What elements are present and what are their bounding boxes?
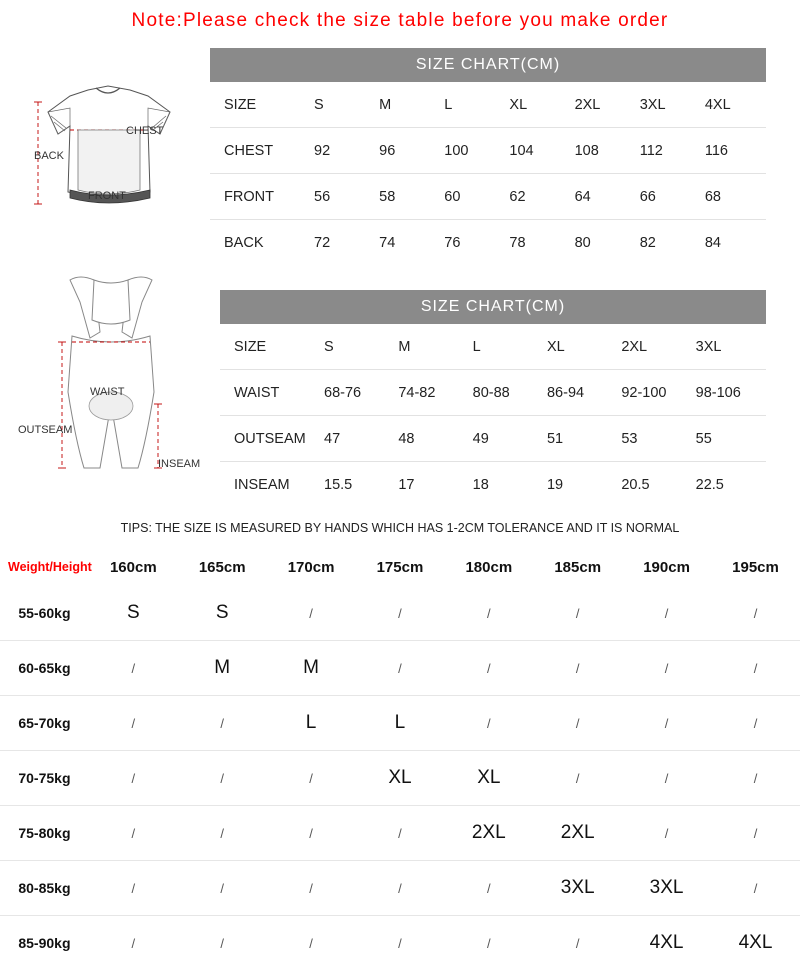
table-cell: 22.5	[695, 476, 724, 493]
table-row	[0, 806, 800, 861]
column-header: XL	[546, 338, 565, 355]
matrix-cell: S	[215, 602, 229, 623]
row-label: INSEAM	[234, 476, 290, 493]
table-cell: 72	[314, 234, 331, 251]
table-cell: 116	[704, 142, 728, 159]
column-header: 2XL	[574, 96, 601, 113]
matrix-cell: /	[131, 770, 136, 786]
table-cell: 60	[444, 188, 461, 205]
weight-height-table	[0, 548, 800, 970]
column-header: L	[472, 338, 481, 355]
row-label: OUTSEAM	[234, 430, 306, 447]
table-cell: 92-100	[621, 384, 667, 401]
table-cell: 108	[574, 142, 599, 159]
matrix-cell: /	[575, 715, 580, 731]
row-label: CHEST	[224, 142, 274, 159]
table-cell: 84	[704, 234, 721, 251]
matrix-cell: /	[309, 770, 313, 786]
jersey-label-chest: CHEST	[126, 125, 164, 137]
column-header: S	[314, 96, 324, 113]
column-header-height: 175cm	[376, 558, 424, 576]
table-row	[0, 751, 800, 806]
table-row	[210, 128, 766, 174]
column-header: S	[324, 338, 334, 355]
matrix-cell: 4XL	[649, 932, 684, 953]
column-header-height: 185cm	[554, 558, 602, 576]
matrix-cell: XL	[477, 767, 501, 788]
table-cell: 58	[379, 188, 396, 205]
matrix-cell: /	[753, 715, 758, 731]
table-cell: 112	[639, 142, 663, 159]
table-row	[0, 916, 800, 971]
table-cell: 74-82	[398, 384, 436, 401]
jersey-label-front: FRONT	[88, 190, 126, 202]
column-header: 4XL	[704, 96, 731, 113]
matrix-cell: /	[398, 880, 402, 896]
table-cell: 104	[509, 142, 534, 159]
table-cell: 66	[639, 188, 656, 205]
table-header-row	[0, 548, 800, 586]
matrix-cell: /	[753, 770, 758, 786]
size-chart-jersey-title: SIZE CHART(CM)	[210, 48, 766, 82]
table-cell: 76	[444, 234, 461, 251]
matrix-cell: /	[487, 715, 491, 731]
row-label-weight: 65-70kg	[18, 715, 71, 731]
table-row	[220, 324, 766, 370]
table-row	[210, 174, 766, 220]
table-cell: 74	[379, 234, 396, 251]
row-label-weight: 85-90kg	[18, 935, 71, 951]
matrix-cell: 4XL	[738, 932, 773, 953]
column-header-height: 170cm	[287, 558, 335, 576]
table-row	[0, 641, 800, 696]
column-header-height: 195cm	[732, 558, 779, 576]
matrix-cell: /	[753, 660, 758, 676]
table-row	[0, 696, 800, 751]
table-cell: 51	[546, 430, 564, 447]
table-row	[210, 220, 766, 266]
table-cell: 98-106	[695, 384, 741, 401]
matrix-cell: /	[664, 770, 669, 786]
column-header: XL	[509, 96, 528, 113]
matrix-cell: 2XL	[471, 822, 506, 843]
table-cell: 53	[621, 430, 638, 447]
size-chart-jersey	[210, 48, 766, 265]
page-note: Note:Please check the size table before you make order	[131, 10, 669, 31]
size-chart-jersey-table	[210, 82, 766, 265]
matrix-cell: /	[220, 715, 224, 731]
matrix-cell: M	[303, 657, 319, 678]
matrix-cell: /	[575, 660, 580, 676]
table-cell: 56	[314, 188, 331, 205]
size-chart-bib	[220, 290, 766, 507]
cycling-jersey-diagram	[8, 72, 208, 247]
matrix-cell: /	[220, 770, 224, 786]
column-header: 3XL	[639, 96, 666, 113]
matrix-cell: /	[487, 880, 491, 896]
table-cell: 92	[314, 142, 331, 159]
matrix-cell: /	[753, 605, 758, 621]
matrix-cell: /	[309, 605, 313, 621]
row-label-weight: 80-85kg	[18, 880, 71, 896]
matrix-cell: XL	[388, 767, 412, 788]
matrix-cell: /	[220, 880, 224, 896]
matrix-cell: /	[131, 935, 136, 951]
table-cell: 47	[324, 430, 341, 447]
table-row	[220, 416, 766, 462]
row-label-weight: 60-65kg	[18, 660, 71, 676]
size-chart-bib-table	[220, 324, 766, 507]
matrix-cell: /	[220, 825, 224, 841]
column-header-height: 165cm	[198, 558, 246, 576]
column-header: M	[398, 338, 411, 355]
table-cell: 17	[398, 476, 415, 493]
table-row	[0, 586, 800, 641]
row-label-weight: 70-75kg	[18, 770, 71, 786]
table-cell: 19	[546, 476, 564, 493]
matrix-cell: /	[575, 770, 580, 786]
row-label: BACK	[224, 234, 264, 251]
column-header-height: 180cm	[465, 558, 513, 576]
matrix-cell: /	[309, 935, 313, 951]
matrix-cell: /	[664, 825, 669, 841]
matrix-cell: /	[487, 935, 491, 951]
row-label: WAIST	[234, 384, 280, 401]
matrix-cell: /	[753, 880, 758, 896]
table-cell: 100	[444, 142, 469, 159]
column-header-height: 160cm	[109, 558, 157, 576]
table-cell: 96	[379, 142, 396, 159]
jersey-label-back: BACK	[34, 150, 64, 162]
matrix-cell: /	[664, 660, 669, 676]
matrix-cell: /	[309, 825, 313, 841]
column-header-height: 190cm	[643, 558, 690, 576]
table-cell: 68	[704, 188, 721, 205]
table-cell: 49	[472, 430, 489, 447]
column-header: SIZE	[224, 96, 257, 113]
matrix-cell: 2XL	[560, 822, 595, 843]
matrix-cell: /	[575, 935, 580, 951]
row-label: FRONT	[224, 188, 274, 205]
table-cell: 15.5	[324, 476, 353, 493]
matrix-cell: /	[309, 880, 313, 896]
table-row	[220, 370, 766, 416]
table-cell: 62	[509, 188, 526, 205]
size-chart-bib-title: SIZE CHART(CM)	[220, 290, 766, 324]
matrix-cell: M	[214, 657, 231, 678]
matrix-cell: 3XL	[560, 877, 595, 898]
column-header: 3XL	[695, 338, 722, 355]
column-header: M	[379, 96, 392, 113]
matrix-cell: /	[131, 660, 136, 676]
matrix-corner-label: Weight/Height	[8, 560, 92, 574]
table-row	[220, 462, 766, 508]
table-row	[0, 861, 800, 916]
table-cell: 80	[574, 234, 591, 251]
table-row	[210, 82, 766, 128]
matrix-cell: L	[305, 712, 317, 733]
matrix-cell: /	[131, 825, 136, 841]
row-label-weight: 75-80kg	[18, 825, 71, 841]
table-cell: 82	[639, 234, 656, 251]
matrix-cell: S	[126, 602, 140, 623]
weight-height-matrix	[0, 548, 800, 970]
table-cell: 55	[695, 430, 712, 447]
matrix-cell: /	[398, 825, 402, 841]
tips-text: TIPS: THE SIZE IS MEASURED BY HANDS WHICH HAS 1-2CM TOLERANCE AND IT IS NORMAL	[120, 521, 680, 535]
column-header: SIZE	[234, 338, 267, 355]
matrix-cell: /	[664, 715, 669, 731]
matrix-cell: /	[398, 660, 402, 676]
matrix-cell: /	[753, 825, 758, 841]
table-cell: 80-88	[472, 384, 510, 401]
column-header: 2XL	[621, 338, 648, 355]
bib-label-outseam: OUTSEAM	[18, 424, 73, 436]
matrix-cell: /	[575, 605, 580, 621]
matrix-cell: /	[398, 605, 402, 621]
table-cell: 86-94	[546, 384, 585, 401]
matrix-cell: /	[220, 935, 224, 951]
table-cell: 48	[398, 430, 415, 447]
table-cell: 68-76	[324, 384, 362, 401]
table-cell: 18	[472, 476, 489, 493]
matrix-cell: /	[487, 605, 491, 621]
matrix-cell: /	[398, 935, 402, 951]
matrix-cell: L	[394, 712, 406, 733]
column-header: L	[444, 96, 453, 113]
matrix-cell: /	[664, 605, 669, 621]
bib-label-inseam: INSEAM	[158, 458, 201, 470]
table-cell: 64	[574, 188, 591, 205]
bib-label-waist: WAIST	[90, 386, 125, 398]
matrix-cell: 3XL	[649, 877, 684, 898]
matrix-cell: /	[131, 715, 136, 731]
table-cell: 20.5	[621, 476, 650, 493]
matrix-cell: /	[131, 880, 136, 896]
table-cell: 78	[509, 234, 526, 251]
bib-shorts-diagram	[18, 272, 208, 512]
row-label-weight: 55-60kg	[18, 605, 71, 621]
matrix-cell: /	[487, 660, 491, 676]
